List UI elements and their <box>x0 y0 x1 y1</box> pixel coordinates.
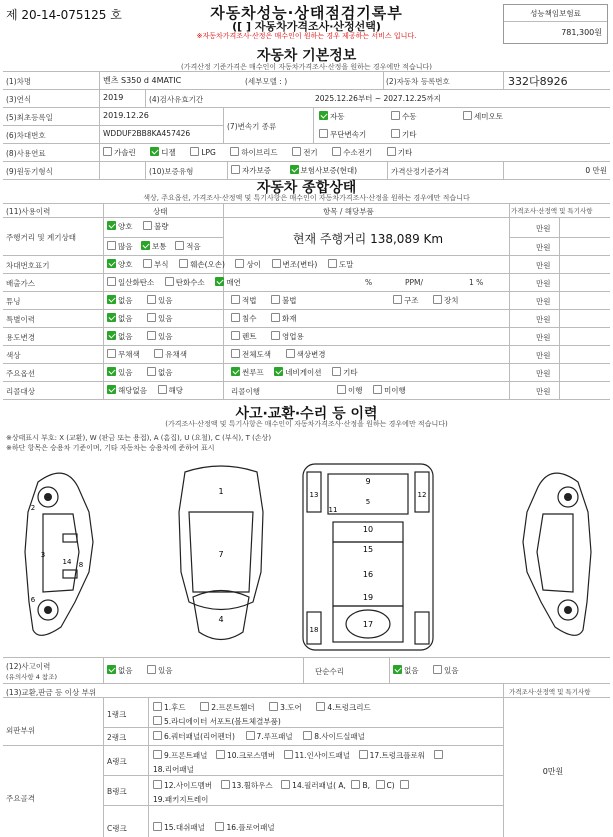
checkbox[interactable] <box>216 750 225 759</box>
checkbox[interactable] <box>246 731 255 740</box>
option-label: 하이브리드 <box>241 148 278 157</box>
insurance-fee-label: 성능책임보험료 <box>504 5 607 22</box>
diagram-num-2: 2 <box>30 504 36 512</box>
rankC-label: C랭크 <box>107 824 127 833</box>
mileage-state-options[interactable] <box>107 221 169 232</box>
main-options-presence[interactable] <box>107 367 173 378</box>
warranty-type-label: (10)보증유형 <box>149 167 194 176</box>
option-label: 기타 <box>402 130 417 139</box>
option-label: 변조(변타) <box>282 260 318 269</box>
option-label: 없음 <box>118 666 133 675</box>
option-label: 세미오토 <box>474 112 503 121</box>
mileage-price-1: 만원 <box>536 224 551 233</box>
option-label: 수동 <box>402 112 417 121</box>
checkbox[interactable] <box>107 313 116 322</box>
basic-info-note: (가격산정 기준가격은 매수인이 자동차가격조사·산정을 원하는 경우에만 적습니다) <box>181 63 432 71</box>
option-label: 장치 <box>444 296 459 305</box>
simple-repair-options[interactable] <box>393 665 459 676</box>
tuning-legal-options[interactable] <box>231 295 297 306</box>
option-label: 없음 <box>118 314 133 323</box>
checkbox[interactable] <box>147 665 156 674</box>
option-label: 19.패키지트레이 <box>153 795 209 804</box>
emission-pct-unit: % <box>365 278 373 287</box>
checkbox[interactable] <box>107 221 116 230</box>
checkbox[interactable] <box>221 780 230 789</box>
checkbox[interactable] <box>271 331 280 340</box>
option-label: 일산화탄소 <box>118 278 155 287</box>
inspection-label: (4)검사유효기간 <box>149 95 204 104</box>
option-label: 17.트렁크플로워 <box>369 751 425 760</box>
car-left-side-view <box>25 473 93 635</box>
checkbox[interactable] <box>107 331 116 340</box>
car-damage-diagram <box>3 452 610 657</box>
checkbox[interactable] <box>463 111 472 120</box>
accident-history-title: 사고·교환·수리 등 이력 <box>235 406 378 422</box>
checkbox[interactable] <box>107 349 116 358</box>
checkbox[interactable] <box>387 147 396 156</box>
rank1-items[interactable] <box>153 701 493 729</box>
checkbox[interactable] <box>231 331 240 340</box>
current-mileage: 현재 주행거리 138,089 Km <box>292 232 444 246</box>
recall-options[interactable] <box>107 385 183 396</box>
diagram-num-4: 4 <box>218 615 224 624</box>
checkbox[interactable] <box>215 822 224 831</box>
checkbox[interactable] <box>107 241 116 250</box>
option-label: 화재 <box>282 314 297 323</box>
checkbox[interactable] <box>143 259 152 268</box>
page-subtitle: ([ ] 자동차가격조사·산정선택) <box>232 20 381 33</box>
engine-type-label: (9)원동기형식 <box>6 167 53 176</box>
checkbox[interactable] <box>286 349 295 358</box>
special-history-options[interactable] <box>107 313 173 324</box>
option-label: 7.루프패널 <box>256 732 293 741</box>
option-label: 있음 <box>118 368 133 377</box>
checkbox[interactable] <box>319 111 328 120</box>
option-label: 해당 <box>168 386 184 395</box>
checkbox[interactable] <box>303 731 312 740</box>
basic-info-title: 자동차 기본정보 <box>256 48 357 64</box>
diagram-num-17: 17 <box>362 620 374 629</box>
inspection-value: 2025.12.26부터 ~ 2027.12.25까지 <box>315 94 441 103</box>
checkbox[interactable] <box>107 277 116 286</box>
emission-label: 배출가스 <box>6 279 35 288</box>
emission-price: 만원 <box>536 279 551 288</box>
option-label: 있음 <box>444 666 459 675</box>
option-label: 적음 <box>186 242 201 251</box>
option-label: 네비게이션 <box>285 368 322 377</box>
option-label: 15.대쉬패널 <box>164 823 205 832</box>
vin-mark-options[interactable] <box>107 259 353 270</box>
accident-history-label: (12)사고이력 <box>6 662 51 671</box>
model-label: (1)차명 <box>6 77 32 86</box>
checkbox[interactable] <box>231 349 240 358</box>
checkbox[interactable] <box>316 702 325 711</box>
rank2-label: 2랭크 <box>107 733 127 742</box>
option-label: 12.사이드멤버 <box>164 781 213 790</box>
transmission-opt-manual[interactable] <box>391 111 417 122</box>
option-label: 해당없음 <box>118 386 147 395</box>
reg-no-value: 332다8926 <box>508 75 568 88</box>
accident-table <box>3 657 610 837</box>
main-options-label: 주요옵션 <box>6 369 35 378</box>
checkbox[interactable] <box>391 111 400 120</box>
transmission-opt-cvt[interactable] <box>319 129 366 140</box>
checkbox[interactable] <box>281 780 290 789</box>
fuel-options[interactable] <box>103 147 412 158</box>
insurance-fee-box <box>503 4 608 44</box>
checkbox[interactable] <box>230 147 239 156</box>
checkbox[interactable] <box>150 147 159 156</box>
year-label: (3)연식 <box>6 95 32 104</box>
option-label: 부식 <box>154 260 169 269</box>
checkbox[interactable] <box>271 313 280 322</box>
checkbox[interactable] <box>107 665 116 674</box>
fuel-label: (8)사용연료 <box>6 149 46 158</box>
emission-ppm-unit: PPM/ <box>405 278 424 287</box>
reg-no-label: (2)자동차 등록번호 <box>386 77 450 86</box>
checkbox[interactable] <box>351 780 360 789</box>
checkbox[interactable] <box>231 313 240 322</box>
diagram-num-1: 1 <box>218 487 224 496</box>
color-label: 색상 <box>6 351 21 360</box>
checkbox[interactable] <box>154 349 163 358</box>
option-label: 매연 <box>226 278 241 287</box>
option-label: 전체도색 <box>242 350 271 359</box>
option-label: 이행 <box>348 386 363 395</box>
checkbox[interactable] <box>153 716 162 725</box>
rankA-label: A랭크 <box>107 757 127 766</box>
option-label: 불량 <box>154 222 169 231</box>
option-label: 썬루프 <box>242 368 264 377</box>
warranty-options[interactable] <box>231 165 357 176</box>
diagram-num-18: 18 <box>309 626 319 634</box>
color-price: 만원 <box>536 351 551 360</box>
option-label: 수소전기 <box>343 148 373 157</box>
option-label: 기타 <box>343 368 358 377</box>
checkbox[interactable] <box>158 385 167 394</box>
first-reg-label: (5)최초등록일 <box>6 113 53 122</box>
option-label: 적법 <box>242 296 257 305</box>
main-frame-label: 주요골격 <box>6 794 35 803</box>
exchange-price-header: 가격조사·산정액 및 특기사항 <box>509 688 591 696</box>
checkbox[interactable] <box>141 241 150 250</box>
document-number: 제 20-14-075125 호 <box>6 8 122 22</box>
main-options-list[interactable] <box>231 367 358 378</box>
exchange-parts-label: (13)교환,판금 등 이상 부위 <box>6 688 97 697</box>
checkbox[interactable] <box>433 665 442 674</box>
usage-change-options[interactable] <box>107 331 173 342</box>
emission-options[interactable] <box>107 277 241 288</box>
mileage-price-2: 만원 <box>536 243 551 252</box>
checkbox[interactable] <box>215 277 224 286</box>
checkbox[interactable] <box>434 750 443 759</box>
checkbox[interactable] <box>337 385 346 394</box>
option-label: B, <box>362 781 370 790</box>
option-label: 13.휠하우스 <box>231 781 273 790</box>
option-label: 유채색 <box>165 350 188 359</box>
option-label: 10.크로스멤버 <box>226 751 276 760</box>
checkbox[interactable] <box>107 385 116 394</box>
model-value: 벤츠 S350 d 4MATIC <box>103 76 182 85</box>
rankC-items[interactable] <box>153 822 275 833</box>
option-label: 11.인사이드패널 <box>294 751 351 760</box>
first-reg-value: 2019.12.26 <box>103 111 149 120</box>
checkbox[interactable] <box>153 702 162 711</box>
usage-type-options[interactable] <box>231 331 304 342</box>
vin-mark-price: 만원 <box>536 261 551 270</box>
detail-model: (세부모델 : ) <box>245 77 288 86</box>
base-price-value: 0 만원 <box>585 166 607 175</box>
tuning-label: 튜닝 <box>6 297 21 306</box>
accident-history-sub: (유의사항 4 참조) <box>6 673 58 681</box>
checkbox[interactable] <box>107 295 116 304</box>
outer-panel-label: 외판부위 <box>6 726 35 735</box>
checkbox[interactable] <box>292 147 301 156</box>
option-label: 디젤 <box>161 148 176 157</box>
checkbox[interactable] <box>107 367 116 376</box>
option-label: 자가보증 <box>242 166 271 175</box>
checkbox[interactable] <box>231 295 240 304</box>
diagram-basis-legend: ※하단 항목은 승용차 기준이며, 기타 자동차는 승용차에 준하여 표시 <box>6 444 215 452</box>
option-label: 8.사이드실패널 <box>314 732 365 741</box>
insurance-fee-value: 781,300원 <box>561 28 602 37</box>
option-label: 1.후드 <box>164 703 186 712</box>
option-label: 훼손(오손) <box>190 260 225 269</box>
diagram-num-6: 6 <box>30 596 36 604</box>
special-type-options[interactable] <box>231 313 297 324</box>
checkbox[interactable] <box>393 295 402 304</box>
option-label: 미이행 <box>384 386 406 395</box>
checkbox[interactable] <box>153 731 162 740</box>
checkbox[interactable] <box>143 221 152 230</box>
rankA-items[interactable] <box>153 749 493 777</box>
checkbox[interactable] <box>147 331 156 340</box>
overall-state-table <box>3 203 610 401</box>
checkbox[interactable] <box>391 129 400 138</box>
car-right-side-view <box>523 473 591 635</box>
option-label: 보험사보증(현대) <box>300 166 358 175</box>
transmission-opt-auto[interactable] <box>319 111 345 122</box>
tuning-price: 만원 <box>536 297 551 306</box>
checkbox[interactable] <box>147 313 156 322</box>
rank2-items[interactable] <box>153 731 365 742</box>
frame-price-value: 0만원 <box>542 767 564 776</box>
diagram-num-10: 10 <box>362 525 374 534</box>
rankB-items[interactable] <box>153 779 498 807</box>
paint-options[interactable] <box>231 349 326 360</box>
rankB-label: B랭크 <box>107 787 127 796</box>
overall-state-note: 색상, 주요옵션, 가격조사·산정액 및 특기사항은 매수인이 자동차가격조사·산정을 원하는 경우에만 적습니다 <box>143 194 470 202</box>
diagram-num-14: 14 <box>62 558 72 566</box>
tuning-options[interactable] <box>107 295 173 306</box>
usage-history-header: (11)사용이력 <box>6 207 51 216</box>
service-notice: ※자동차가격조사·산정은 매수인이 원하는 경우 제공하는 서비스 입니다. <box>196 32 417 40</box>
diagram-num-5: 5 <box>365 498 371 506</box>
special-history-label: 특별이력 <box>6 315 35 324</box>
status-symbol-legend: ※상태표시 부호: X (교환), W (판금 또는 용접), A (흠집), U (요철), C (부식), T (손상) <box>6 434 272 442</box>
checkbox[interactable] <box>272 259 281 268</box>
vin-value: WDDUF2BB8KA457426 <box>103 129 191 138</box>
rank1-label: 1랭크 <box>107 710 127 719</box>
checkbox[interactable] <box>400 780 409 789</box>
mileage-label: 주행거리 및 계기상태 <box>6 233 76 242</box>
option-label: 없음 <box>158 368 173 377</box>
checkbox[interactable] <box>332 147 341 156</box>
checkbox[interactable] <box>332 367 341 376</box>
option-label: 전기 <box>303 148 318 157</box>
color-options[interactable] <box>107 349 187 360</box>
diagram-num-15: 15 <box>362 545 374 554</box>
checkbox[interactable] <box>175 241 184 250</box>
option-label: 4.트렁크리드 <box>327 703 371 712</box>
option-label: 양호 <box>118 260 133 269</box>
checkbox[interactable] <box>319 129 328 138</box>
accident-history-options[interactable] <box>107 665 173 676</box>
option-label: 도말 <box>338 260 354 269</box>
transmission-opt-other[interactable] <box>391 129 417 140</box>
option-label: 3.도어 <box>280 703 302 712</box>
checkbox[interactable] <box>153 822 162 831</box>
option-label: 있음 <box>158 332 173 341</box>
option-label: 자동 <box>330 112 345 121</box>
option-label: 무단변속기 <box>330 130 367 139</box>
checkbox[interactable] <box>153 750 162 759</box>
option-label: C) <box>386 781 395 790</box>
checkbox[interactable] <box>235 259 244 268</box>
recall-price: 만원 <box>536 387 551 396</box>
checkbox[interactable] <box>231 367 240 376</box>
checkbox[interactable] <box>147 367 156 376</box>
checkbox[interactable] <box>376 780 385 789</box>
vin-mark-label: 차대번호표기 <box>6 261 50 270</box>
diagram-num-13: 13 <box>309 491 319 499</box>
diagram-num-7: 7 <box>218 550 224 559</box>
options-price: 만원 <box>536 369 551 378</box>
option-label: 6.쿼터패널(리어펜더) <box>164 732 235 741</box>
option-label: 탄화수소 <box>175 278 205 287</box>
option-label: 없음 <box>118 296 133 305</box>
base-price-label: 가격산정기준가격 <box>391 167 449 176</box>
accident-history-note: (가격조사·산정액 및 특기사항은 매수인이 자동차가격조사·산정을 원하는 경우에만 적습니다) <box>165 420 448 428</box>
diagram-num-3: 3 <box>40 551 46 559</box>
option-label: 침수 <box>242 314 257 323</box>
checkbox[interactable] <box>373 385 382 394</box>
checkbox[interactable] <box>284 750 293 759</box>
diagram-num-16: 16 <box>362 570 374 579</box>
recall-done-label: 리콜이행 <box>231 387 260 396</box>
option-label: 18.리어패널 <box>153 765 194 774</box>
checkbox[interactable] <box>393 665 402 674</box>
transmission-opt-semi[interactable] <box>463 111 503 122</box>
tuning-type-options[interactable] <box>393 295 459 306</box>
option-label: 없음 <box>118 332 133 341</box>
checkbox[interactable] <box>103 147 112 156</box>
option-label: 9.프론트패널 <box>164 751 208 760</box>
checkbox[interactable] <box>359 750 368 759</box>
checkbox[interactable] <box>165 277 174 286</box>
checkbox[interactable] <box>271 295 280 304</box>
option-label: LPG <box>201 148 216 157</box>
checkbox[interactable] <box>179 259 188 268</box>
option-label: 색상변경 <box>296 350 326 359</box>
diagram-num-8: 8 <box>78 561 84 569</box>
diagram-num-9: 9 <box>365 477 371 486</box>
page-title: 자동차성능·상태점검기록부 <box>210 4 403 22</box>
option-label: 양호 <box>118 222 133 231</box>
year-value: 2019 <box>103 93 124 102</box>
checkbox[interactable] <box>269 702 278 711</box>
option-label: 2.프론트휀더 <box>211 703 255 712</box>
emission-value: 1 % <box>469 278 484 287</box>
option-label: 16.플로어패널 <box>226 823 275 832</box>
diagram-num-12: 12 <box>417 491 427 499</box>
checkbox[interactable] <box>107 259 116 268</box>
option-label: 구조 <box>404 296 419 305</box>
option-label: 없음 <box>404 666 419 675</box>
checkbox[interactable] <box>433 295 442 304</box>
option-label: 있음 <box>158 314 173 323</box>
checkbox[interactable] <box>190 147 199 156</box>
option-label: 5.라디에이터 서포트(볼트체결부품) <box>164 717 281 726</box>
recall-done-options[interactable] <box>337 385 406 396</box>
option-label: 상이 <box>246 260 261 269</box>
checkbox[interactable] <box>153 780 162 789</box>
special-price: 만원 <box>536 315 551 324</box>
option-label: 보통 <box>152 242 167 251</box>
price-header: 가격조사·산정액 및 특기사항 <box>511 207 593 215</box>
checkbox[interactable] <box>147 295 156 304</box>
mileage-amount-options[interactable] <box>107 241 201 252</box>
overall-state-title: 자동차 종합상태 <box>256 180 357 196</box>
option-label: 있음 <box>158 296 173 305</box>
option-label: 무채색 <box>118 350 140 359</box>
option-label: 가솔린 <box>114 148 136 157</box>
option-label: 있음 <box>158 666 173 675</box>
simple-repair-label: 단순수리 <box>315 667 344 676</box>
checkbox[interactable] <box>328 259 337 268</box>
basic-info-table <box>3 71 610 179</box>
diagram-num-11: 11 <box>328 506 338 514</box>
checkbox[interactable] <box>231 165 240 174</box>
option-label: 많음 <box>118 242 133 251</box>
diagram-num-19: 19 <box>362 593 374 602</box>
checkbox[interactable] <box>200 702 209 711</box>
usage-price: 만원 <box>536 333 551 342</box>
checkbox[interactable] <box>274 367 283 376</box>
option-label: 렌트 <box>242 332 257 341</box>
status-header: 상태 <box>153 207 168 216</box>
item-header: 항목 / 해당부품 <box>323 207 374 216</box>
vin-label: (6)차대번호 <box>6 131 46 140</box>
recall-label: 리콜대상 <box>6 387 35 396</box>
option-label: 기타 <box>397 148 413 157</box>
option-label: 영업용 <box>282 332 304 341</box>
transmission-label: (7)변속기 종류 <box>227 122 277 131</box>
checkbox[interactable] <box>290 165 299 174</box>
usage-change-label: 용도변경 <box>6 333 35 342</box>
option-label: 불법 <box>282 296 297 305</box>
option-label: 14.필러패널( A, <box>292 781 346 790</box>
